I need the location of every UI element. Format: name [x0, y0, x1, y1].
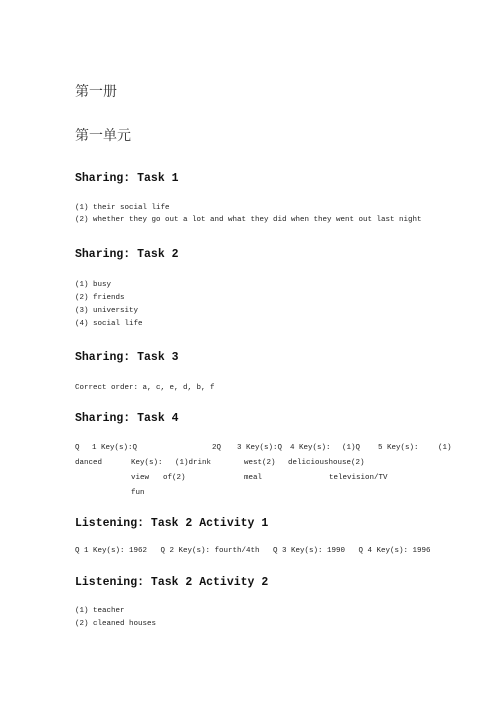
table-cell: 1 Key(s):Q — [92, 444, 138, 452]
table-cell: view — [131, 474, 150, 482]
answer-line: Q 1 Key(s): 1962 Q 2 Key(s): fourth/4th Q 3 Key(s): 1990 Q 4 Key(s): 1996 — [75, 547, 431, 555]
table-cell: fun — [131, 489, 145, 497]
answer-line: (2) whether they go out a lot and what they did when they went out last night — [75, 216, 422, 224]
table-cell: (1)drink — [175, 459, 212, 467]
table-cell: 2Q — [212, 444, 222, 452]
section-heading: Listening: Task 2 Activity 1 — [75, 517, 269, 530]
answer-line: (4) social life — [75, 320, 143, 328]
answer-line: (1) teacher — [75, 607, 125, 615]
table-cell: danced — [75, 459, 103, 467]
book-title: 第一册 — [75, 84, 117, 100]
section-heading: Listening: Task 2 Activity 2 — [75, 576, 269, 589]
answer-line: Correct order: a, c, e, d, b, f — [75, 384, 215, 392]
table-cell: (1)Q — [342, 444, 361, 452]
table-cell: 4 Key(s): — [290, 444, 331, 452]
section-heading: Sharing: Task 3 — [75, 351, 179, 364]
table-cell: 5 Key(s): — [378, 444, 419, 452]
table-cell: meal — [244, 474, 263, 482]
table-cell: Q — [75, 444, 80, 452]
answer-line: (1) their social life — [75, 204, 170, 212]
table-cell: (1) — [438, 444, 452, 452]
section-heading: Sharing: Task 4 — [75, 412, 179, 425]
unit-title: 第一单元 — [75, 128, 131, 144]
answer-line: (1) busy — [75, 281, 112, 289]
table-cell: of(2) — [163, 474, 186, 482]
answer-line: (2) cleaned houses — [75, 620, 157, 628]
table-cell: delicioushouse(2) — [288, 459, 365, 467]
answer-line: (2) friends — [75, 294, 125, 302]
table-cell: television/TV — [329, 474, 388, 482]
section-heading: Sharing: Task 2 — [75, 248, 179, 261]
table-cell: 3 Key(s):Q — [237, 444, 283, 452]
answer-line: (3) university — [75, 307, 139, 315]
table-cell: west(2) — [244, 459, 276, 467]
table-cell: Key(s): — [131, 459, 163, 467]
section-heading: Sharing: Task 1 — [75, 172, 179, 185]
